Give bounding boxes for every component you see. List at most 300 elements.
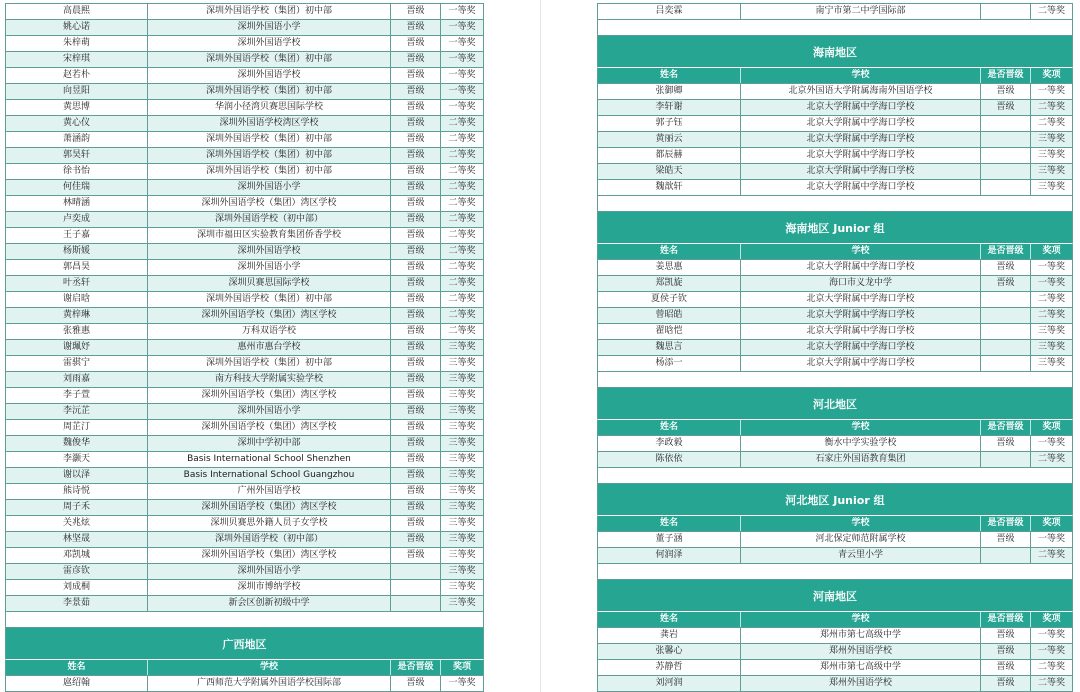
table-row	[597, 84, 1073, 100]
school-cell: 北京大学附属中学海口学校	[741, 164, 981, 179]
student-name-cell: 魏思言	[598, 340, 741, 355]
award-cell: 三等奖	[1031, 340, 1073, 355]
school-cell: 北京大学附属中学海口学校	[741, 292, 981, 307]
award-cell: 三等奖	[441, 388, 484, 403]
award-cell: 二等奖	[1031, 4, 1073, 19]
advancement-cell: 晋级	[391, 148, 441, 163]
student-name-cell: 李景茹	[6, 596, 148, 611]
award-cell: 三等奖	[441, 404, 484, 419]
school-cell: 深圳外国语小学	[148, 20, 391, 35]
advancement-cell	[981, 324, 1031, 339]
student-name-cell: 雷彦钦	[6, 564, 148, 579]
advancement-cell	[981, 164, 1031, 179]
column-header-advance: 是否晋级	[981, 612, 1031, 627]
advancement-cell: 晋级	[391, 372, 441, 387]
column-header-school: 学校	[741, 420, 981, 435]
table-row	[5, 340, 484, 356]
region-title-band	[597, 212, 1073, 244]
advancement-cell	[981, 148, 1031, 163]
table-row	[597, 532, 1073, 548]
school-cell: 河北保定师范附属学校	[741, 532, 981, 547]
table-row	[597, 260, 1073, 276]
advancement-cell: 晋级	[391, 228, 441, 243]
table-row	[5, 148, 484, 164]
table-row	[597, 452, 1073, 468]
student-name-cell: 李政毅	[598, 436, 741, 451]
advancement-cell: 晋级	[981, 532, 1031, 547]
column-header-award: 奖项	[1031, 612, 1073, 627]
advancement-cell: 晋级	[391, 164, 441, 179]
student-name-cell: 夏侯子钦	[598, 292, 741, 307]
award-cell: 三等奖	[1031, 132, 1073, 147]
school-cell: 广州外国语学校	[148, 484, 391, 499]
advancement-cell: 晋级	[391, 484, 441, 499]
advancement-cell: 晋级	[391, 100, 441, 115]
award-cell: 二等奖	[1031, 676, 1073, 691]
award-cell: 二等奖	[441, 132, 484, 147]
student-name-cell: 宋梓琪	[6, 52, 148, 67]
table-row	[597, 340, 1073, 356]
column-header-name: 姓名	[6, 660, 148, 675]
advancement-cell	[981, 340, 1031, 355]
student-name-cell: 张馨心	[598, 644, 741, 659]
table-row	[5, 388, 484, 404]
award-cell: 三等奖	[441, 596, 484, 611]
table-row	[5, 68, 484, 84]
column-header-school: 学校	[148, 660, 391, 675]
school-cell: 北京大学附属中学海口学校	[741, 132, 981, 147]
school-cell: 郑州市第七高级中学	[741, 660, 981, 675]
student-name-cell: 郭子钰	[598, 116, 741, 131]
award-cell: 二等奖	[441, 164, 484, 179]
student-name-cell: 李轩谢	[598, 100, 741, 115]
table-row	[5, 228, 484, 244]
student-name-cell: 周子禾	[6, 500, 148, 515]
award-cell: 一等奖	[441, 36, 484, 51]
table-header-row	[597, 420, 1073, 436]
school-cell: 深圳外国语学校（集团）初中部	[148, 292, 391, 307]
student-name-cell: 郭昊轩	[6, 148, 148, 163]
advancement-cell: 晋级	[391, 308, 441, 323]
student-name-cell: 曾昭皓	[598, 308, 741, 323]
award-cell: 一等奖	[1031, 260, 1073, 275]
award-cell: 一等奖	[1031, 276, 1073, 291]
student-name-cell: 谢以泽	[6, 468, 148, 483]
table-header-row	[597, 516, 1073, 532]
blank-row	[597, 564, 1073, 580]
school-cell: Basis International School Guangzhou	[148, 468, 391, 483]
award-cell: 三等奖	[1031, 324, 1073, 339]
region-title-band	[597, 388, 1073, 420]
column-header-school: 学校	[741, 612, 981, 627]
table-row	[5, 564, 484, 580]
blank-row	[597, 372, 1073, 388]
advancement-cell: 晋级	[981, 628, 1031, 643]
student-name-cell: 林坚晟	[6, 532, 148, 547]
table-row	[5, 260, 484, 276]
award-cell: 三等奖	[441, 532, 484, 547]
school-cell: 深圳外国语学校（初中部）	[148, 212, 391, 227]
table-row	[5, 372, 484, 388]
column-header-name: 姓名	[598, 420, 741, 435]
student-name-cell: 李沅芷	[6, 404, 148, 419]
table-row	[5, 532, 484, 548]
advancement-cell: 晋级	[391, 404, 441, 419]
award-cell: 一等奖	[441, 4, 484, 19]
column-header-advance: 是否晋级	[391, 660, 441, 675]
school-cell: 深圳外国语学校（集团）初中部	[148, 52, 391, 67]
award-cell: 二等奖	[1031, 292, 1073, 307]
advancement-cell: 晋级	[391, 388, 441, 403]
advancement-cell: 晋级	[391, 292, 441, 307]
column-header-award: 奖项	[1031, 516, 1073, 531]
award-cell: 三等奖	[441, 500, 484, 515]
award-cell: 一等奖	[441, 68, 484, 83]
school-cell: 深圳外国语学校（集团）初中部	[148, 84, 391, 99]
advancement-cell	[391, 596, 441, 611]
school-cell: 深圳外国语学校（集团）湾区学校	[148, 548, 391, 563]
award-cell: 三等奖	[441, 548, 484, 563]
advancement-cell: 晋级	[391, 68, 441, 83]
school-cell: 惠州市惠台学校	[148, 340, 391, 355]
school-cell: 衡水中学实验学校	[741, 436, 981, 451]
student-name-cell: 雷骐宁	[6, 356, 148, 371]
student-name-cell: 赵若朴	[6, 68, 148, 83]
table-row	[5, 436, 484, 452]
advancement-cell: 晋级	[391, 196, 441, 211]
student-name-cell: 向昱阳	[6, 84, 148, 99]
school-cell: 深圳外国语学校（集团）初中部	[148, 356, 391, 371]
advancement-cell: 晋级	[391, 548, 441, 563]
student-name-cell: 谢启晗	[6, 292, 148, 307]
school-cell: 深圳市福田区实验教育集团侨香学校	[148, 228, 391, 243]
advancement-cell: 晋级	[981, 436, 1031, 451]
award-cell: 二等奖	[441, 212, 484, 227]
advancement-cell: 晋级	[391, 84, 441, 99]
school-cell: 南方科技大学附属实验学校	[148, 372, 391, 387]
advancement-cell: 晋级	[981, 100, 1031, 115]
region-title-band	[597, 36, 1073, 68]
student-name-cell: 刘河润	[598, 676, 741, 691]
school-cell: 郑州外国语学校	[741, 644, 981, 659]
table-row	[5, 324, 484, 340]
school-cell: 深圳外国语学校（集团）湾区学校	[148, 388, 391, 403]
student-name-cell: 邓凯城	[6, 548, 148, 563]
advancement-cell: 晋级	[391, 20, 441, 35]
table-row	[597, 308, 1073, 324]
column-header-name: 姓名	[598, 68, 741, 83]
school-cell: 深圳外国语学校（集团）初中部	[148, 4, 391, 19]
school-cell: 深圳外国语学校	[148, 36, 391, 51]
column-header-award: 奖项	[1031, 420, 1073, 435]
table-row	[597, 292, 1073, 308]
column-header-name: 姓名	[598, 612, 741, 627]
award-cell: 三等奖	[1031, 356, 1073, 371]
school-cell: 北京大学附属中学海口学校	[741, 308, 981, 323]
award-cell: 三等奖	[1031, 164, 1073, 179]
student-name-cell: 黄梓琳	[6, 308, 148, 323]
column-header-advance: 是否晋级	[981, 420, 1031, 435]
student-name-cell: 李子萱	[6, 388, 148, 403]
school-cell: 北京外国语大学附属海南外国语学校	[741, 84, 981, 99]
table-row	[5, 548, 484, 564]
results-table-left-page	[5, 3, 484, 692]
column-header-school: 学校	[741, 244, 981, 259]
results-table-right-page	[597, 3, 1073, 692]
advancement-cell: 晋级	[391, 356, 441, 371]
school-cell: 北京大学附属中学海口学校	[741, 260, 981, 275]
award-cell: 二等奖	[1031, 452, 1073, 467]
table-row	[5, 292, 484, 308]
advancement-cell: 晋级	[981, 644, 1031, 659]
school-cell: 深圳外国语小学	[148, 404, 391, 419]
award-cell: 三等奖	[441, 564, 484, 579]
school-cell: 深圳外国语学校（集团）湾区学校	[148, 196, 391, 211]
advancement-cell: 晋级	[391, 116, 441, 131]
table-row	[597, 436, 1073, 452]
advancement-cell	[981, 356, 1031, 371]
student-name-cell: 刘雨嘉	[6, 372, 148, 387]
table-row	[5, 36, 484, 52]
school-cell: 深圳贝赛思外籍人员子女学校	[148, 516, 391, 531]
table-row	[5, 404, 484, 420]
advancement-cell	[391, 564, 441, 579]
table-row	[5, 196, 484, 212]
school-cell: 深圳外国语学校（集团）湾区学校	[148, 308, 391, 323]
award-cell: 二等奖	[441, 148, 484, 163]
award-cell: 一等奖	[1031, 84, 1073, 99]
table-row	[597, 4, 1073, 20]
student-name-cell: 龚岩	[598, 628, 741, 643]
school-cell: 万科双语学校	[148, 324, 391, 339]
school-cell: 南宁市第二中学国际部	[741, 4, 981, 19]
school-cell: 华润小径湾贝赛思国际学校	[148, 100, 391, 115]
table-row	[5, 164, 484, 180]
column-header-name: 姓名	[598, 516, 741, 531]
advancement-cell: 晋级	[981, 676, 1031, 691]
table-row	[5, 276, 484, 292]
student-name-cell: 都辰赫	[598, 148, 741, 163]
student-name-cell: 朱梓萌	[6, 36, 148, 51]
award-cell: 二等奖	[441, 244, 484, 259]
table-row	[597, 324, 1073, 340]
award-cell: 二等奖	[441, 292, 484, 307]
award-cell: 二等奖	[441, 276, 484, 291]
column-header-award: 奖项	[1031, 244, 1073, 259]
advancement-cell	[981, 452, 1031, 467]
advancement-cell: 晋级	[391, 244, 441, 259]
region-title: 海南地区	[813, 45, 857, 59]
student-name-cell: 何佳瑞	[6, 180, 148, 195]
advancement-cell: 晋级	[981, 660, 1031, 675]
region-title: 河北地区 Junior 组	[785, 493, 885, 507]
school-cell: 新会区创新初级中学	[148, 596, 391, 611]
advancement-cell: 晋级	[391, 132, 441, 147]
student-name-cell: 徐书怡	[6, 164, 148, 179]
student-name-cell: 董子涵	[598, 532, 741, 547]
table-row	[597, 116, 1073, 132]
school-cell: 郑州外国语学校	[741, 676, 981, 691]
column-header-award: 奖项	[441, 660, 484, 675]
table-row	[5, 516, 484, 532]
student-name-cell: 吕奕霖	[598, 4, 741, 19]
award-cell: 一等奖	[441, 84, 484, 99]
school-cell: Basis International School Shenzhen	[148, 452, 391, 467]
table-row	[5, 4, 484, 20]
award-cell: 一等奖	[1031, 436, 1073, 451]
student-name-cell: 黄思博	[6, 100, 148, 115]
award-cell: 二等奖	[441, 228, 484, 243]
advancement-cell: 晋级	[391, 340, 441, 355]
table-row	[5, 212, 484, 228]
region-title: 河南地区	[813, 589, 857, 603]
advancement-cell: 晋级	[981, 84, 1031, 99]
region-title-band	[5, 628, 484, 660]
school-cell: 北京大学附属中学海口学校	[741, 116, 981, 131]
advancement-cell	[981, 548, 1031, 563]
award-cell: 三等奖	[441, 436, 484, 451]
advancement-cell: 晋级	[391, 212, 441, 227]
table-row	[5, 244, 484, 260]
student-name-cell: 郑凯旋	[598, 276, 741, 291]
table-row	[597, 548, 1073, 564]
school-cell: 深圳外国语学校（集团）湾区学校	[148, 420, 391, 435]
award-cell: 三等奖	[441, 580, 484, 595]
school-cell: 青云里小学	[741, 548, 981, 563]
table-row	[5, 500, 484, 516]
student-name-cell: 王子嘉	[6, 228, 148, 243]
table-header-row	[597, 612, 1073, 628]
award-cell: 二等奖	[1031, 100, 1073, 115]
table-row	[5, 308, 484, 324]
student-name-cell: 卢奕成	[6, 212, 148, 227]
student-name-cell: 张御卿	[598, 84, 741, 99]
award-cell: 一等奖	[441, 52, 484, 67]
award-cell: 一等奖	[1031, 628, 1073, 643]
student-name-cell: 杨添一	[598, 356, 741, 371]
school-cell: 北京大学附属中学海口学校	[741, 356, 981, 371]
table-row	[597, 100, 1073, 116]
school-cell: 深圳外国语小学	[148, 260, 391, 275]
student-name-cell: 姚心诺	[6, 20, 148, 35]
table-row	[597, 132, 1073, 148]
student-name-cell: 杨斯媛	[6, 244, 148, 259]
student-name-cell: 谢珮妤	[6, 340, 148, 355]
advancement-cell: 晋级	[391, 4, 441, 19]
award-cell: 三等奖	[441, 340, 484, 355]
advancement-cell: 晋级	[391, 500, 441, 515]
award-cell: 二等奖	[441, 324, 484, 339]
column-header-advance: 是否晋级	[981, 516, 1031, 531]
advancement-cell: 晋级	[391, 468, 441, 483]
advancement-cell	[981, 116, 1031, 131]
advancement-cell: 晋级	[391, 276, 441, 291]
student-name-cell: 黄丽云	[598, 132, 741, 147]
table-row	[5, 20, 484, 36]
advancement-cell: 晋级	[981, 260, 1031, 275]
table-row	[597, 356, 1073, 372]
school-cell: 深圳外国语学校（集团）初中部	[148, 148, 391, 163]
region-title: 海南地区 Junior 组	[785, 221, 885, 235]
advancement-cell: 晋级	[391, 532, 441, 547]
advancement-cell	[391, 580, 441, 595]
school-cell: 北京大学附属中学海口学校	[741, 340, 981, 355]
school-cell: 石家庄外国语教育集团	[741, 452, 981, 467]
advancement-cell	[981, 308, 1031, 323]
table-row	[5, 596, 484, 612]
award-cell: 一等奖	[441, 20, 484, 35]
table-row	[597, 164, 1073, 180]
blank-row	[597, 468, 1073, 484]
award-cell: 三等奖	[1031, 148, 1073, 163]
student-name-cell: 熊诗悦	[6, 484, 148, 499]
student-name-cell: 陈依依	[598, 452, 741, 467]
advancement-cell: 晋级	[981, 276, 1031, 291]
school-cell: 北京大学附属中学海口学校	[741, 180, 981, 195]
region-title: 河北地区	[813, 397, 857, 411]
region-title-band	[597, 484, 1073, 516]
advancement-cell: 晋级	[391, 324, 441, 339]
school-cell: 郑州市第七高级中学	[741, 628, 981, 643]
student-name-cell: 叶丞轩	[6, 276, 148, 291]
table-row	[5, 116, 484, 132]
advancement-cell	[981, 180, 1031, 195]
column-header-award: 奖项	[1031, 68, 1073, 83]
advancement-cell: 晋级	[391, 676, 441, 691]
advancement-cell: 晋级	[391, 180, 441, 195]
school-cell: 广西师范大学附属外国语学校国际部	[148, 676, 391, 691]
blank-row	[5, 612, 484, 628]
region-title-band	[597, 580, 1073, 612]
school-cell: 北京大学附属中学海口学校	[741, 148, 981, 163]
table-row	[597, 180, 1073, 196]
award-cell: 三等奖	[441, 516, 484, 531]
advancement-cell: 晋级	[391, 436, 441, 451]
column-header-advance: 是否晋级	[981, 244, 1031, 259]
advancement-cell	[981, 292, 1031, 307]
award-cell: 三等奖	[1031, 180, 1073, 195]
table-row	[5, 356, 484, 372]
student-name-cell: 扈绍翰	[6, 676, 148, 691]
advancement-cell: 晋级	[391, 260, 441, 275]
award-cell: 二等奖	[441, 116, 484, 131]
school-cell: 北京大学附属中学海口学校	[741, 324, 981, 339]
student-name-cell: 姜思惠	[598, 260, 741, 275]
student-name-cell: 郭昌昊	[6, 260, 148, 275]
advancement-cell	[981, 4, 1031, 19]
award-cell: 二等奖	[1031, 116, 1073, 131]
award-cell: 二等奖	[1031, 548, 1073, 563]
table-row	[5, 100, 484, 116]
award-cell: 一等奖	[441, 100, 484, 115]
table-row	[5, 452, 484, 468]
student-name-cell: 张雅惠	[6, 324, 148, 339]
award-cell: 三等奖	[441, 420, 484, 435]
table-row	[597, 148, 1073, 164]
school-cell: 深圳外国语小学	[148, 564, 391, 579]
advancement-cell	[981, 132, 1031, 147]
student-name-cell: 关兆炫	[6, 516, 148, 531]
award-cell: 三等奖	[441, 468, 484, 483]
table-row	[5, 468, 484, 484]
award-cell: 一等奖	[1031, 644, 1073, 659]
award-cell: 二等奖	[441, 180, 484, 195]
column-header-school: 学校	[741, 68, 981, 83]
student-name-cell: 梁皓天	[598, 164, 741, 179]
award-cell: 二等奖	[1031, 660, 1073, 675]
school-cell: 深圳外国语学校湾区学校	[148, 116, 391, 131]
school-cell: 深圳贝赛思国际学校	[148, 276, 391, 291]
